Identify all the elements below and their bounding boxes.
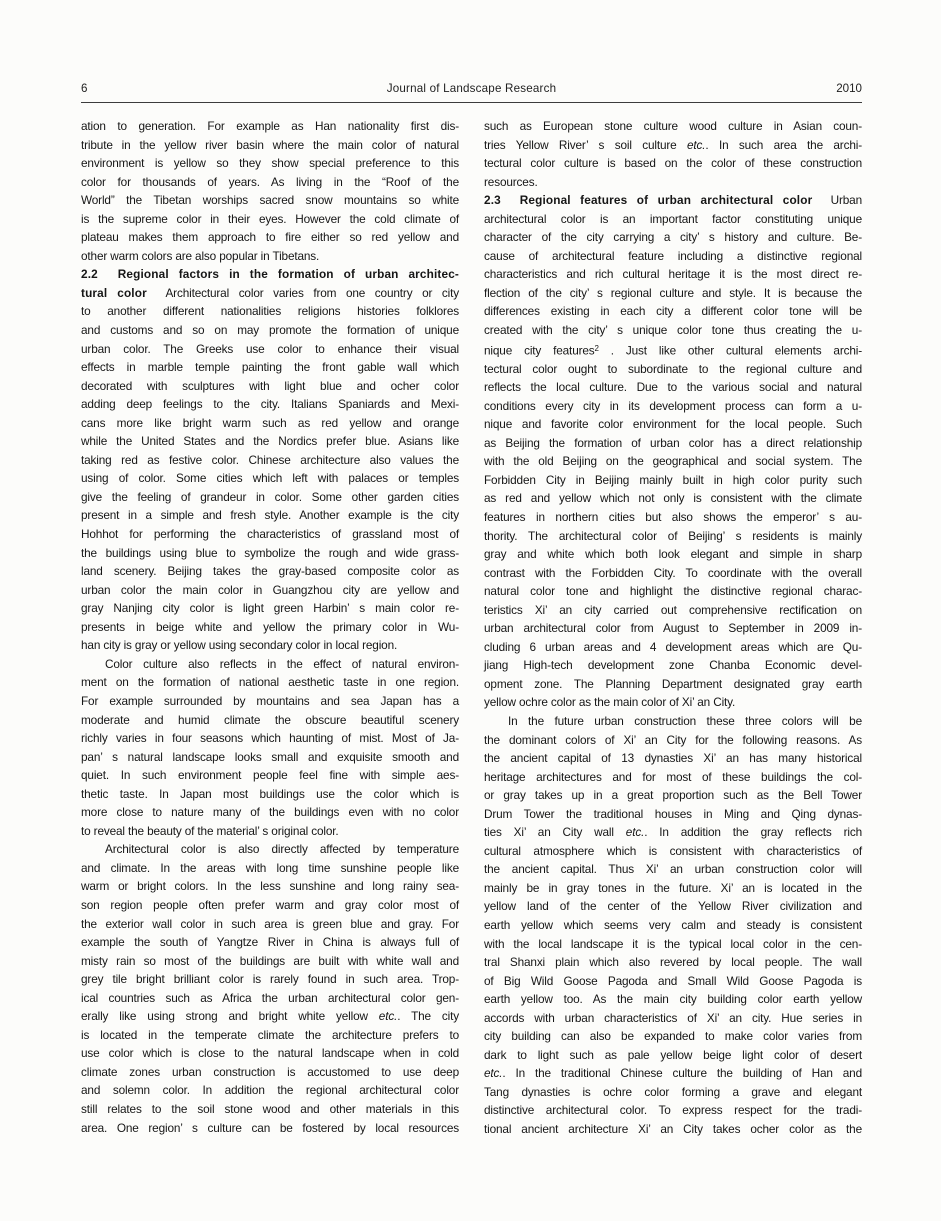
text-line: Hohhot for performing the characteristics of grassland most of <box>81 527 459 542</box>
paragraph <box>484 191 862 712</box>
paragraph <box>81 117 459 265</box>
text-segment: etc. <box>686 137 706 152</box>
text-line: richly varies in four seasons which haunting of mist. Most of Ja- <box>81 731 459 746</box>
text-line <box>484 191 862 210</box>
text-line: warm or bright colors. In the less sunshine and long rainy sea- <box>81 879 459 894</box>
text-line: cans more like bright warm such as red yellow and orange <box>81 415 459 430</box>
text-line: gray and white which both look elegant and simple in sharp <box>484 547 862 562</box>
text-line: cultural atmosphere which is consistent with characteristics of <box>484 843 862 858</box>
text-segment: . In addition the gray reflects rich <box>644 825 862 840</box>
text-line: effects in marble temple painting the front gable wall which <box>81 360 459 375</box>
section-heading-text: tural color <box>81 285 147 300</box>
text-line: tional ancient architecture Xi’ an City takes ocher color as the <box>484 1122 862 1137</box>
text-line: is the supreme color in their eyes. However the cold climate of <box>81 211 459 226</box>
text-line: Tang dynasties is ochre color forming a grave and elegant <box>484 1084 862 1099</box>
text-line: while the United States and the Nordics prefer blue. Asians like <box>81 434 459 449</box>
text-line: nique and favorite color environment for the local people. Such <box>484 417 862 432</box>
text-line: misty rain so most of the buildings are built with white wall and <box>81 953 459 968</box>
text-line: conditions every city in its development process can form a u- <box>484 398 862 413</box>
text-line: Color culture also reflects in the effect of natural environ- <box>105 656 459 671</box>
text-line: adding deep feelings to the city. Italians Spaniards and Mexi- <box>81 397 459 412</box>
journal-title: Journal of Landscape Research <box>386 82 557 95</box>
paragraph <box>81 265 459 654</box>
text-line: thetic taste. In Japan most buildings use the color which is <box>81 786 459 801</box>
text-line: ation to generation. For example as Han nationality first dis- <box>81 119 459 133</box>
text-line: han city is gray or yellow using secondary color in local region. <box>81 638 398 653</box>
text-line: use color which is close to the natural landscape when in cold <box>81 1046 459 1061</box>
text-line: as Beijing the formation of urban color has a direct relationship <box>484 435 862 450</box>
text-line: ment on the formation of national aesthetic taste in one region. <box>81 675 459 690</box>
text-line: the exterior wall color in such area is green blue and gray. For <box>81 916 459 931</box>
text-segment: . The city <box>397 1009 459 1024</box>
text-line: In the future urban construction these three colors will be <box>508 714 862 728</box>
text-segment: tries Yellow River’ s soil culture <box>484 137 687 152</box>
superscript-reference: 2 <box>594 343 599 353</box>
page-number: 6 <box>81 82 88 95</box>
text-line: yellow land of the center of the Yellow River civilization and <box>484 899 862 914</box>
text-line: as red and yellow which not only is consistent with the climate <box>484 491 862 506</box>
text-line: characteristics and rich cultural heritage it is the most direct re- <box>484 267 862 282</box>
text-line: gray Nanjing city color is light green Harbin’ s main color re- <box>81 601 459 616</box>
text-segment: nique city features <box>484 343 595 358</box>
text-line: the ancient capital of 13 dynasties Xi’ an has many historical <box>484 751 862 766</box>
text-line: flection of the city’ s regional culture and style. It is because the <box>484 285 862 300</box>
text-line: city building can also be expanded to make color varies from <box>484 1029 862 1044</box>
text-line: tectural color ought to subordinate to the regional culture and <box>484 361 862 376</box>
text-line: earth yellow too. As the main city building color earth yellow <box>484 992 862 1007</box>
text-line: and solemn color. In addition the regional architectural color <box>81 1083 459 1098</box>
text-segment: . In such area the archi- <box>705 137 862 152</box>
text-column-right <box>484 117 862 1139</box>
text-column-left <box>81 117 459 1139</box>
text-line: taking red as festive color. Chinese architecture also values the <box>81 452 459 467</box>
text-line: grey tile bright brilliant color is rarely found in such area. Trop- <box>81 972 459 987</box>
text-segment: etc. <box>625 825 645 840</box>
text-line: earth yellow which seems very calm and steady is consistent <box>484 918 862 933</box>
text-line: World” the Tibetan worships sacred snow mountains so white <box>81 193 459 208</box>
text-line: natural color tone and highlight the distinctive regional charac- <box>484 584 862 599</box>
text-line: differences existing in each city a different color tone will be <box>484 304 862 319</box>
paragraph <box>484 117 862 191</box>
text-line: accords with urban characteristics of Xi’ an city. Hue series in <box>484 1010 862 1025</box>
text-line: contrast with the Forbidden City. To coordinate with the overall <box>484 565 862 580</box>
text-line: architectural color is an important factor constituting unique <box>484 211 862 226</box>
section-heading-text: 2.2 Regional factors in the formation of urban architec- <box>81 267 459 282</box>
text-line: mainly be in gray tones in the future. Xi’ an is located in the <box>484 880 862 895</box>
text-line <box>484 823 862 842</box>
text-line: jiang High-tech development zone Chanba Economic devel- <box>484 658 862 673</box>
text-line: urban color the main color in Guangzhou city are yellow and <box>81 582 459 597</box>
text-line: decorated with sculptures with light blue and ocher color <box>81 378 459 393</box>
text-line: other warm colors are also popular in Tibetans. <box>81 248 320 263</box>
text-line: tectural color culture is based on the color of these construction <box>484 156 862 171</box>
header-rule <box>81 102 862 103</box>
text-line: quiet. In such environment people feel fine with simple aes- <box>81 768 459 783</box>
text-line: teristics Xi’ an city carried out comprehensive rectification on <box>484 602 862 617</box>
text-segment: Architectural color varies from one country or city <box>146 285 459 300</box>
text-line: presents in beige white and yellow the primary color in Wu- <box>81 619 459 634</box>
text-line: opment zone. The Planning Department designated gray earth <box>484 676 862 691</box>
text-line: using of color. Some cities which left with palaces or temples <box>81 471 459 486</box>
text-line: with the local landscape it is the typical local color in the cen- <box>484 936 862 951</box>
text-line: area. One region’ s culture can be fostered by local resources <box>81 1120 459 1135</box>
text-line: resources. <box>484 174 538 189</box>
text-segment: etc. <box>378 1009 398 1024</box>
text-line: give the feeling of grandeur in color. Some other garden cities <box>81 489 459 504</box>
text-line: yellow ochre color as the main color of Xi’ an City. <box>484 695 736 710</box>
text-line: or gray takes up in a great proportion such as the Bell Tower <box>484 788 862 803</box>
text-line: to reveal the beauty of the material’ s original color. <box>81 823 339 838</box>
text-segment: ties Xi’ an City wall <box>484 825 626 840</box>
year-label: 2010 <box>836 82 862 95</box>
text-segment: Urban <box>812 193 863 208</box>
text-line: heritage architectures and for most of these buildings the col- <box>484 769 862 784</box>
text-line: the ancient capital. Thus Xi’ an urban construction color will <box>484 862 862 877</box>
text-segment: erally like using strong and bright white yellow <box>81 1009 379 1024</box>
text-line: dark to light such as pale yellow beige light color of desert <box>484 1047 862 1062</box>
text-line: urban color. The Greeks use color to enhance their visual <box>81 341 459 356</box>
text-line <box>81 284 459 303</box>
text-line: Forbidden City in Beijing mainly built in high color purity such <box>484 472 862 487</box>
text-line: distinctive architectural color. To express respect for the tradi- <box>484 1103 862 1118</box>
text-line <box>484 1064 862 1083</box>
paragraph <box>484 712 862 1139</box>
text-line: to another different nationalities religions histories folklores <box>81 304 459 319</box>
text-line: character of the city carrying a city’ s history and culture. Be- <box>484 230 862 245</box>
text-line: son region people often prefer warm and gray color most of <box>81 897 459 912</box>
text-line <box>484 340 862 360</box>
paragraph <box>81 840 459 1137</box>
text-line: tral Shanxi plain which also revered by local people. The wall <box>484 955 862 970</box>
text-line: tribute in the yellow river basin where the main color of natural <box>81 137 459 152</box>
text-line: the dominant colors of Xi’ an City for the following reasons. As <box>484 732 862 747</box>
text-segment: . In the traditional Chinese culture the building of Han and <box>502 1066 862 1081</box>
section-heading-text: 2.3 Regional features of urban architectural color <box>484 193 813 208</box>
text-line: land scenery. Beijing takes the gray-based composite color as <box>81 564 459 579</box>
text-line: such as European stone culture wood culture in Asian coun- <box>484 119 862 133</box>
text-line: example the south of Yangtze River in China is always full of <box>81 935 459 950</box>
text-line: Architectural color is also directly affected by temperature <box>105 842 459 857</box>
text-line: is located in the temperate climate the architecture prefers to <box>81 1027 459 1042</box>
paragraph <box>81 655 459 840</box>
text-segment: . Just like other cultural elements archi- <box>598 343 863 358</box>
text-line: of Big Wild Goose Pagoda and Small Wild Goose Pagoda is <box>484 973 862 988</box>
text-line: still relates to the soil stone wood and other materials in this <box>81 1101 459 1116</box>
text-line: climate zones urban construction is accustomed to use deep <box>81 1064 459 1079</box>
text-line: cluding 6 urban areas and 4 development areas which are Qu- <box>484 639 862 654</box>
text-line: thority. The architectural color of Beijing’ s residents is mainly <box>484 528 862 543</box>
article-body <box>81 117 862 1139</box>
text-line: created with the city’ s unique color tone thus creating the u- <box>484 323 862 338</box>
text-line: and customs and so on may promote the formation of unique <box>81 323 459 338</box>
text-line: plateau makes them approach to fire either so red yellow and <box>81 230 459 245</box>
text-line: pan’ s natural landscape looks small and exquisite smooth and <box>81 749 459 764</box>
text-line: urban architectural color from August to September in 2009 in- <box>484 621 862 636</box>
text-line: moderate and humid climate the obscure beautiful scenery <box>81 712 459 727</box>
text-line: the buildings using blue to symbolize the rough and wide grass- <box>81 545 459 560</box>
text-line: For example surrounded by mountains and sea Japan has a <box>81 693 459 708</box>
text-line <box>81 1007 459 1026</box>
page-header <box>81 82 862 95</box>
text-line <box>81 265 459 284</box>
text-line: cause of architectural feature including a distinctive regional <box>484 248 862 263</box>
text-line: features in northern cities but also shows the emperor’ s au- <box>484 509 862 524</box>
text-line: present in a simple and fresh style. Another example is the city <box>81 508 459 523</box>
text-line: more close to nature many of the buildings even with no color <box>81 805 459 820</box>
text-line <box>484 136 862 155</box>
text-line: ical countries such as Africa the urban architectural color gen- <box>81 990 459 1005</box>
text-segment: etc. <box>484 1066 503 1081</box>
text-line: and climate. In the areas with long time sunshine people like <box>81 860 459 875</box>
text-line: color for thousands of years. As living in the “Roof of the <box>81 174 459 189</box>
text-line: with the old Beijing on the geographical and social system. The <box>484 454 862 469</box>
text-line: Drum Tower the traditional houses in Ming and Qing dynas- <box>484 806 862 821</box>
text-line: reflects the local culture. Due to the various social and natural <box>484 380 862 395</box>
text-line: environment is yellow so they show special preference to this <box>81 156 459 171</box>
